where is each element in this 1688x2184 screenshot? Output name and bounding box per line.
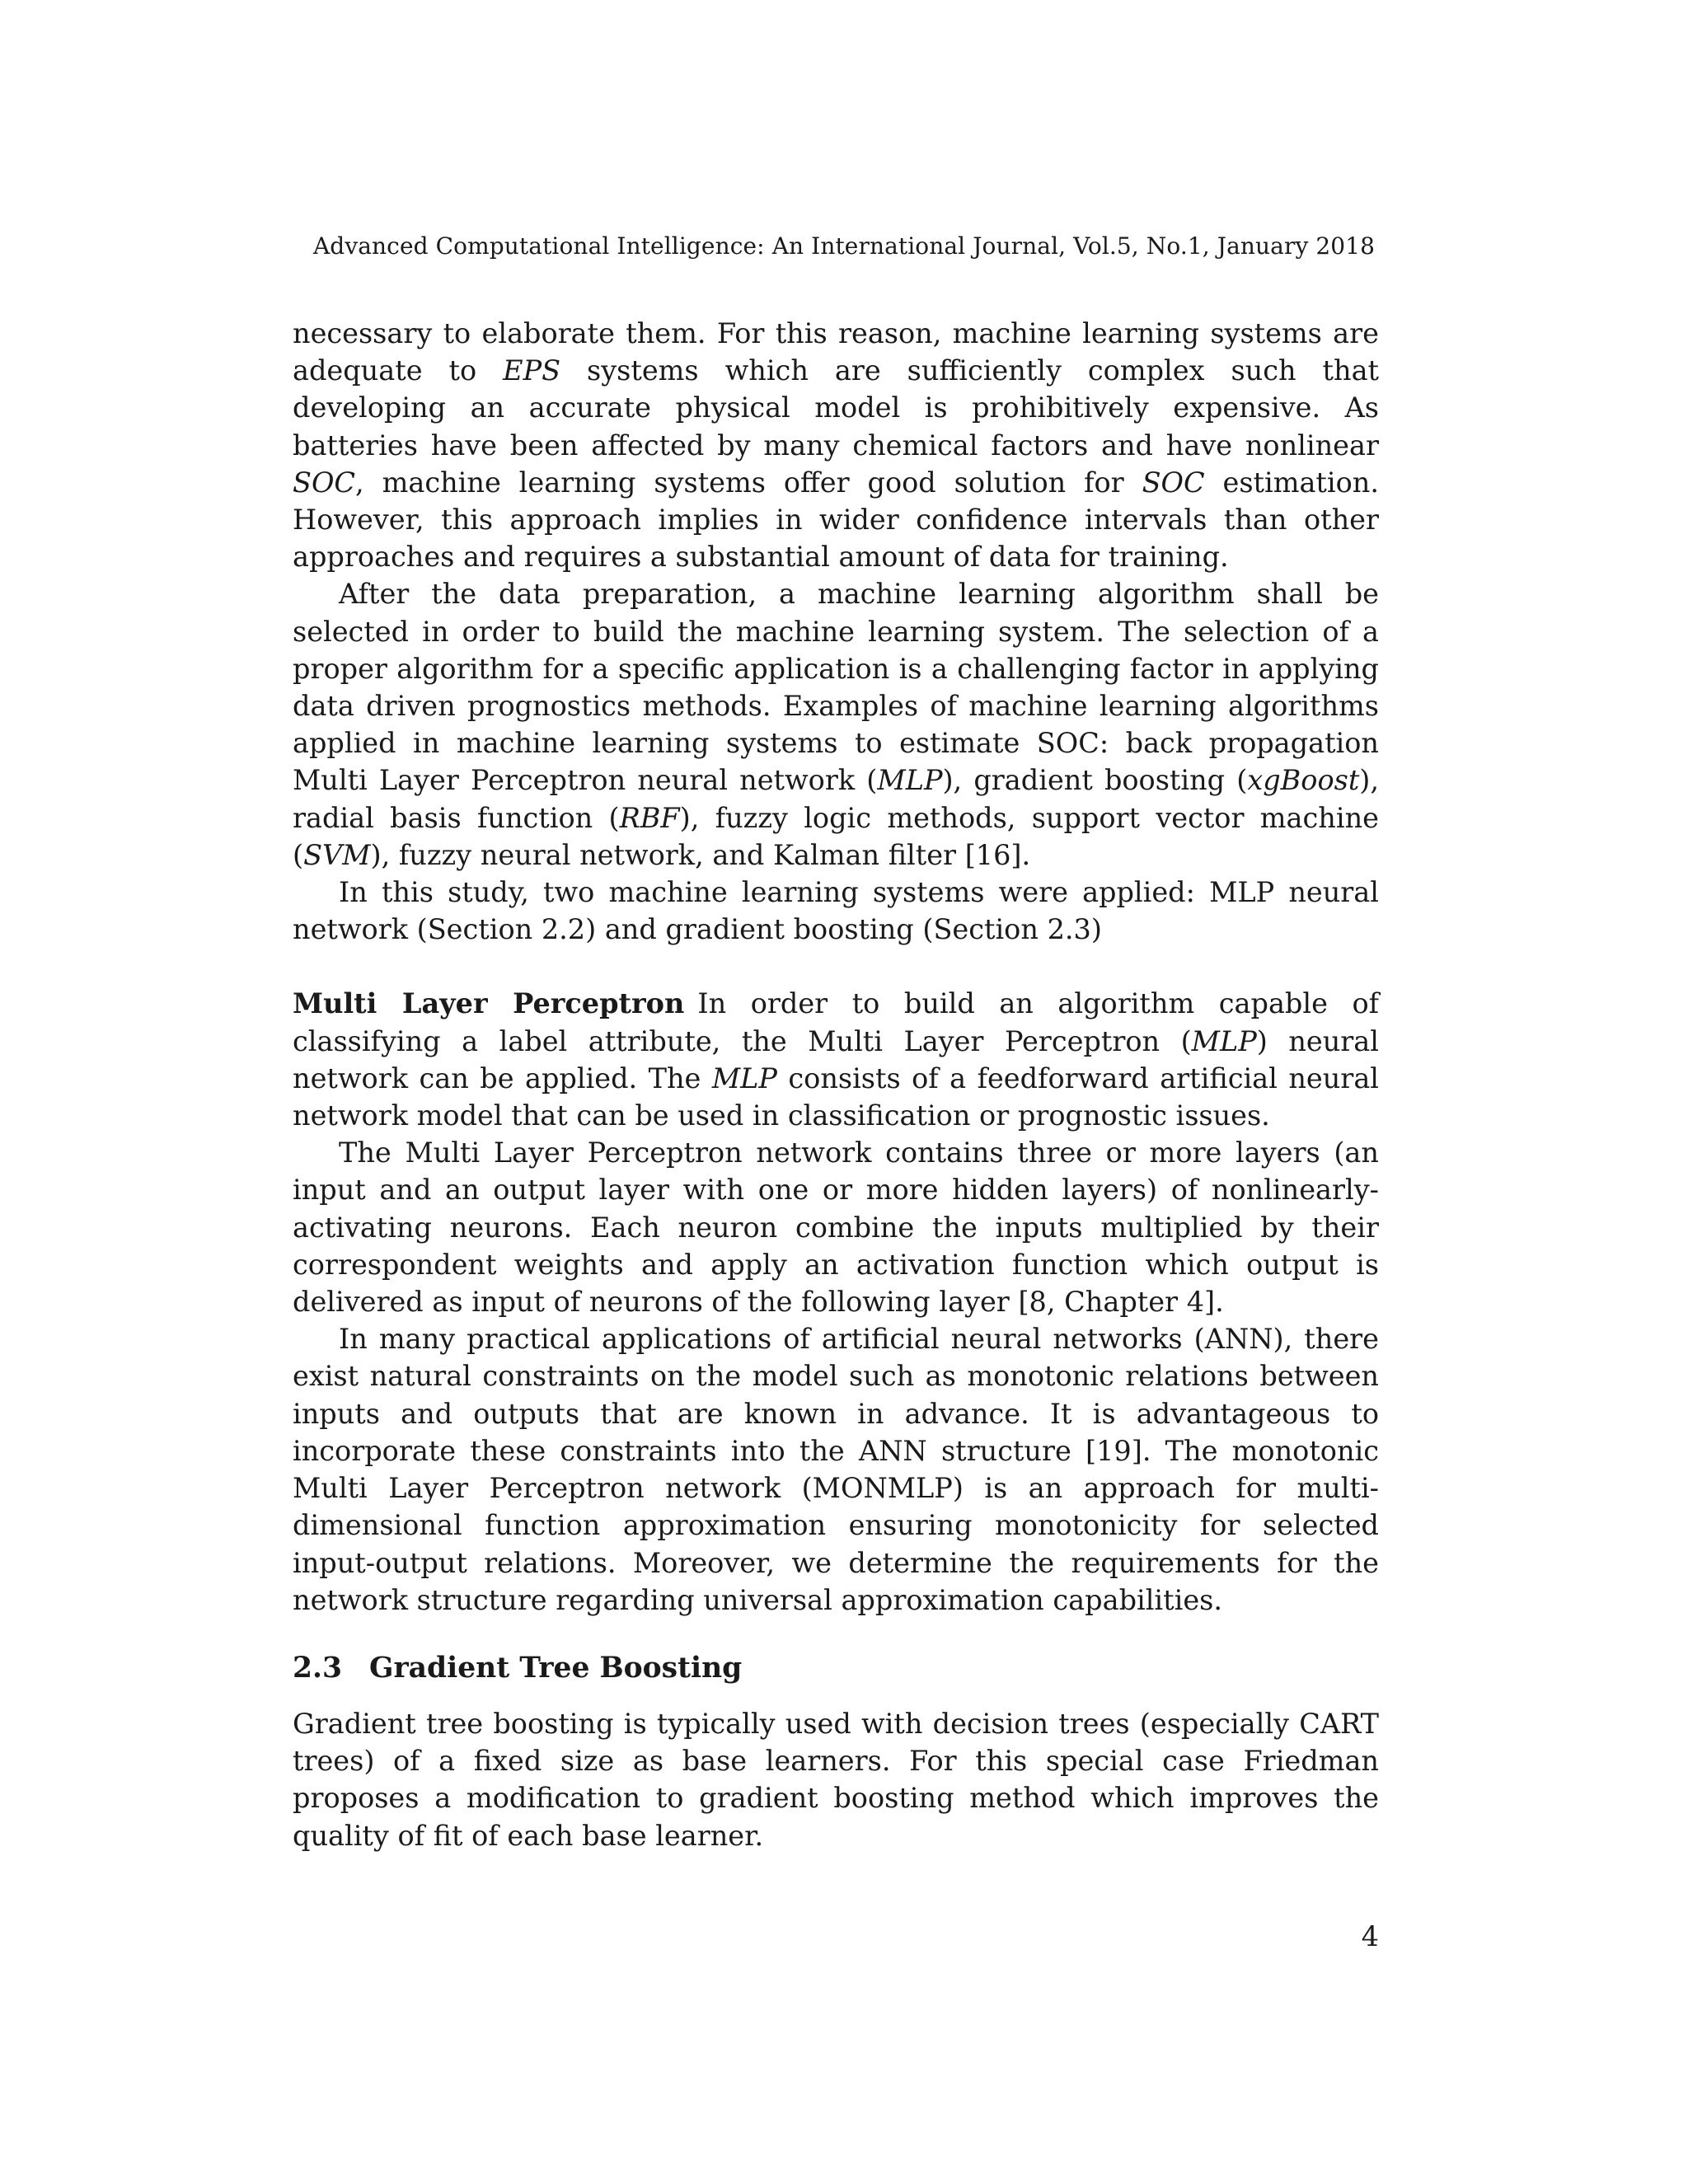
paragraph-study-systems: In this study, two machine learning systems were applied: MLP neural network (Section 2.2) and gradient boosting (Section 2.3) xyxy=(293,876,1379,946)
text-span: ), gradient boosting ( xyxy=(942,764,1248,797)
paragraph-algorithm-selection xyxy=(293,575,1379,874)
body-text xyxy=(293,315,1379,1854)
text-span: After the data preparation, a machine learning algorithm shall be selected in order to build the machine learning system. The selection of a proper algorithm for a specific application is a challenging factor in applying data driven prognostics methods. Examples of machine learning algorithms applied in machine learning systems to estimate SOC: back propagation Multi Layer Perceptron neural network ( xyxy=(293,578,1379,797)
math-mlp: MLP xyxy=(711,1062,777,1094)
text-span: systems which are sufficiently complex such that developing an accurate physical model is prohibitively expensive. As batteries have been affected by many chemical factors and have nonlinear xyxy=(293,354,1380,462)
run-in-heading-mlp: Multi Layer Perceptron xyxy=(293,987,685,1020)
paragraph-eps-systems xyxy=(293,315,1379,575)
text-span: ), radial basis function ( xyxy=(293,764,1380,834)
text-span: estimation. However, this approach implies in wider confidence intervals than other approaches and requires a substantial amount of data for training. xyxy=(293,466,1379,574)
paragraph-mlp-intro xyxy=(293,985,1379,1134)
math-rbf: RBF xyxy=(619,801,680,834)
text-span: ), fuzzy logic methods, support vector machine ( xyxy=(293,801,1379,871)
math-xgboost: xgBoost xyxy=(1247,764,1360,797)
math-soc: SOC xyxy=(1142,466,1205,499)
page-number: 4 xyxy=(1361,1920,1379,1952)
math-svm: SVM xyxy=(303,838,371,871)
running-header: Advanced Computational Intelligence: An International Journal, Vol.5, No.1, January 2018 xyxy=(312,232,1376,260)
section-title: Gradient Tree Boosting xyxy=(369,1651,743,1685)
math-soc: SOC xyxy=(293,466,356,499)
text-span: necessary to elaborate them. For this reason, machine learning systems are adequate to xyxy=(293,317,1379,387)
text-span: ), fuzzy neural network, and Kalman filter [16]. xyxy=(370,838,1031,871)
text-span: In order to build an algorithm capable of classifying a label attribute, the Multi Layer Perceptron ( xyxy=(293,987,1380,1057)
text-span: consists of a feedforward artificial neural network model that can be used in classification or prognostic issues. xyxy=(293,1062,1380,1132)
paragraph-monmlp: In many practical applications of artificial neural networks (ANN), there exist natural constraints on the model such as monotonic relations between inputs and outputs that are known in advance. It is advantageous to incorporate these constraints into the ANN structure [19]. The monotonic Multi Layer Perceptron network (MONMLP) is an approach for multi-dimensional function approximation ensuring monotonicity for selected input-output relations. Moreover, we determine the requirements for the network structure regarding universal approximation capabilities. xyxy=(293,1323,1379,1616)
section-number: 2.3 xyxy=(293,1651,343,1685)
math-mlp: MLP xyxy=(877,764,943,797)
section-heading-2-3 xyxy=(293,1650,1379,1687)
text-span: , machine learning systems offer good solution for xyxy=(355,466,1142,499)
text-span: ) neural network can be applied. The xyxy=(293,1024,1379,1094)
paragraph-gradient-tree-boosting: Gradient tree boosting is typically used with decision trees (especially CART trees) of a fixed size as base learners. For this special case Friedman proposes a modification to gradient boosting method which improves the quality of fit of each base learner. xyxy=(293,1707,1379,1852)
math-eps: EPS xyxy=(503,354,561,387)
math-mlp: MLP xyxy=(1191,1024,1257,1057)
paragraph-mlp-layers: The Multi Layer Perceptron network contains three or more layers (an input and an output layer with one or more hidden layers) of nonlinearly-activating neurons. Each neuron combine the inputs multiplied by their correspondent weights and apply an activation function which output is delivered as input of neurons of the following layer [8, Chapter 4]. xyxy=(293,1137,1379,1319)
